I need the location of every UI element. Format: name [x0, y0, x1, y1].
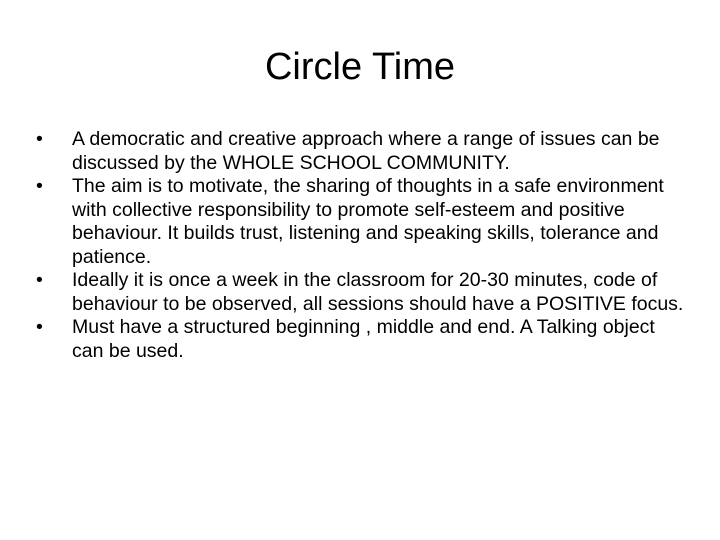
bullet-item: [36, 316, 691, 363]
bullet-list: [36, 128, 691, 363]
bullet-marker: •: [36, 128, 43, 150]
bullet-text: The aim is to motivate, the sharing of thoughts in a safe environment with collective responsibility to promote self-esteem and positive behaviour. It builds trust, listening and speaking skills, tolerance and patience.: [72, 175, 664, 268]
bullet-item: [36, 128, 691, 175]
bullet-text: Ideally it is once a week in the classroom for 20-30 minutes, code of behaviour to be observed, all sessions should have a POSITIVE focus.: [72, 269, 684, 315]
bullet-marker: •: [36, 269, 43, 291]
bullet-marker: •: [36, 175, 43, 197]
bullet-text: Must have a structured beginning , middle and end. A Talking object can be used.: [72, 316, 655, 362]
slide-title: Circle Time: [264, 46, 456, 88]
bullet-item: [36, 269, 691, 316]
bullet-marker: •: [36, 316, 43, 338]
bullet-item: [36, 175, 691, 269]
bullet-text: A democratic and creative approach where a range of issues can be discussed by the WHOLE SCHOOL COMMUNITY.: [72, 128, 660, 174]
